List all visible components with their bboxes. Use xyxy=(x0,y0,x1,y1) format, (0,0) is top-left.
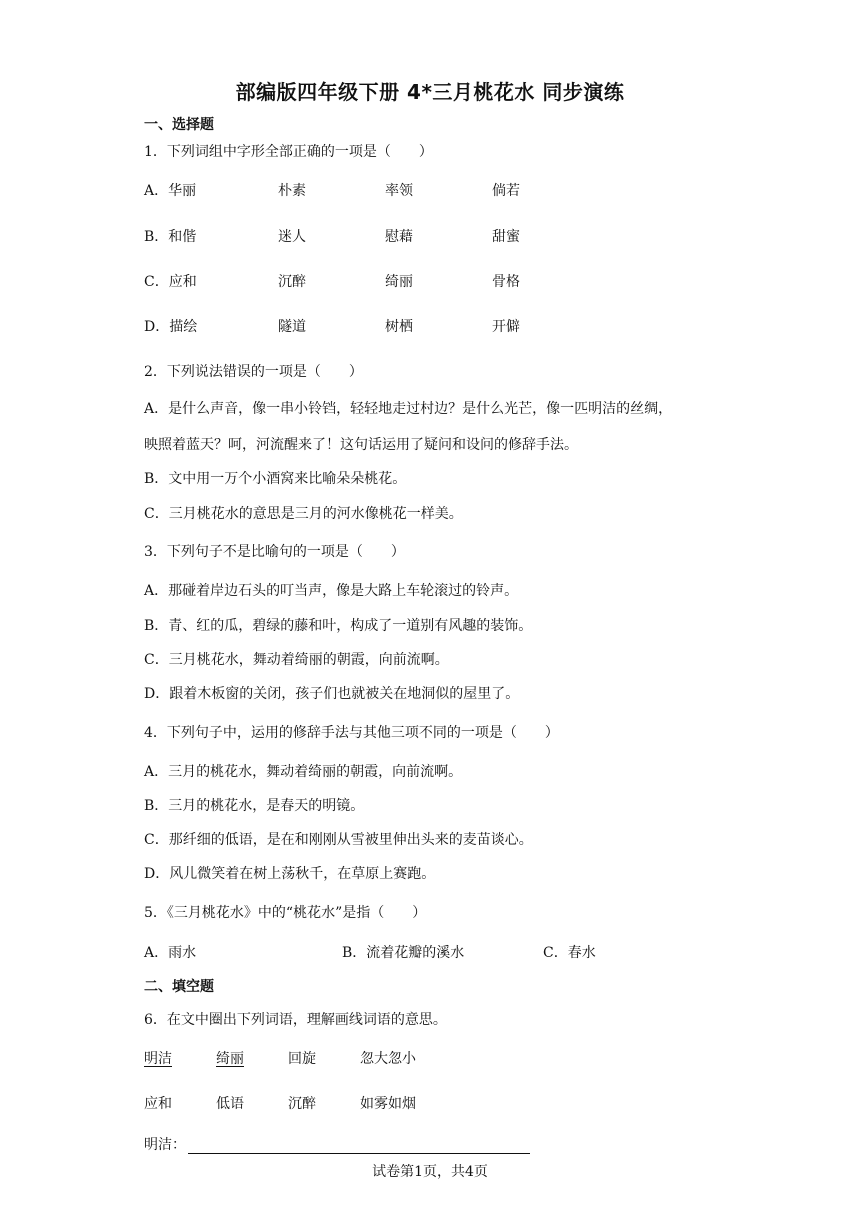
q1-option-row-a xyxy=(144,180,764,200)
q4-option-c: C．那纤细的低语，是在和刚刚从雪被里伸出头来的麦苗谈心。 xyxy=(144,832,533,848)
q3-option-a: A．那碰着岸边石头的叮当声，像是大路上车轮滚过的铃声。 xyxy=(144,583,519,599)
q3-option-b: B．青、红的瓜，碧绿的藤和叶，构成了一道别有风趣的装饰。 xyxy=(144,618,533,634)
q4-option-b: B．三月的桃花水，是春天的明镜。 xyxy=(144,798,365,814)
q2-option-c: C．三月桃花水的意思是三月的河水像桃花一样美。 xyxy=(144,506,463,522)
q2-option-a-line2: 映照着蓝天？呵，河流醒来了！这句话运用了疑问和设问的修辞手法。 xyxy=(144,437,578,453)
question-4-stem: 4．下列句子中，运用的修辞手法与其他三项不同的一项是（ ） xyxy=(144,725,559,741)
section-heading-fill: 二、填空题 xyxy=(144,979,214,995)
q2-option-b: B．文中用一万个小酒窝来比喻朵朵桃花。 xyxy=(144,471,407,487)
q5-option-a: A．雨水 xyxy=(144,945,197,961)
q1-cell: B．和偕 xyxy=(144,229,197,245)
question-6-stem: 6．在文中圈出下列词语，理解画线词语的意思。 xyxy=(144,1012,447,1028)
q2-option-a-line1: A．是什么声音，像一串小铃铛，轻轻地走过村边？是什么光芒，像一匹明洁的丝绸， xyxy=(144,401,673,417)
q5-option-b: B．流着花瓣的溪水 xyxy=(342,945,465,961)
page-footer: 试卷第1页，共4页 xyxy=(372,1164,488,1180)
q5-option-c: C．春水 xyxy=(543,945,596,961)
q6-word-row-1 xyxy=(144,1048,764,1068)
q1-cell: 倘若 xyxy=(492,183,520,199)
question-3-stem: 3．下列句子不是比喻句的一项是（ ） xyxy=(144,544,405,560)
question-2-stem: 2．下列说法错误的一项是（ ） xyxy=(144,364,363,380)
q6-word-row-2 xyxy=(144,1093,764,1113)
q1-cell: C．应和 xyxy=(144,274,197,290)
q1-cell: 树栖 xyxy=(385,319,413,335)
q6-word: 忽大忽小 xyxy=(360,1051,416,1067)
q6-word-underlined: 绮丽 xyxy=(216,1051,244,1067)
q1-cell: 率领 xyxy=(385,183,413,199)
q6-word: 回旋 xyxy=(288,1051,316,1067)
q1-cell: 朴素 xyxy=(278,183,306,199)
q6-word: 沉醉 xyxy=(288,1096,316,1112)
q6-word-underlined: 明洁 xyxy=(144,1051,172,1067)
section-heading-choice: 一、选择题 xyxy=(144,117,214,133)
q1-cell: D．描绘 xyxy=(144,319,198,335)
question-1-stem: 1．下列词组中字形全部正确的一项是（ ） xyxy=(144,144,433,160)
q1-cell: 骨格 xyxy=(492,274,520,290)
q3-option-d: D．跟着木板窗的关闭，孩子们也就被关在地洞似的屋里了。 xyxy=(144,686,520,702)
q1-cell: 开僻 xyxy=(492,319,520,335)
q4-option-a: A．三月的桃花水，舞动着绮丽的朝霞，向前流啊。 xyxy=(144,764,463,780)
q6-answer-line xyxy=(144,1134,530,1154)
page-title: 部编版四年级下册 4*三月桃花水 同步演练 xyxy=(235,80,625,104)
q3-option-c: C．三月桃花水，舞动着绮丽的朝霞，向前流啊。 xyxy=(144,652,449,668)
q4-option-d: D．风儿微笑着在树上荡秋千，在草原上赛跑。 xyxy=(144,866,436,882)
q1-cell: 慰藉 xyxy=(385,229,413,245)
q1-cell: 沉醉 xyxy=(278,274,306,290)
q1-option-row-c xyxy=(144,271,764,291)
q1-cell: 隧道 xyxy=(278,319,306,335)
q6-answer-label: 明洁： xyxy=(144,1137,186,1153)
q1-option-row-b xyxy=(144,226,764,246)
q5-options-row xyxy=(144,942,764,962)
q6-word: 低语 xyxy=(216,1096,244,1112)
question-5-stem: 5．《三月桃花水》中的“桃花水”是指（ ） xyxy=(144,905,427,921)
q1-option-row-d xyxy=(144,316,764,336)
q6-word: 应和 xyxy=(144,1096,172,1112)
q1-cell: 甜蜜 xyxy=(492,229,520,245)
q6-word: 如雾如烟 xyxy=(360,1096,416,1112)
q1-cell: A．华丽 xyxy=(144,183,197,199)
answer-blank[interactable] xyxy=(188,1139,530,1154)
q1-cell: 迷人 xyxy=(278,229,306,245)
q1-cell: 绮丽 xyxy=(385,274,413,290)
